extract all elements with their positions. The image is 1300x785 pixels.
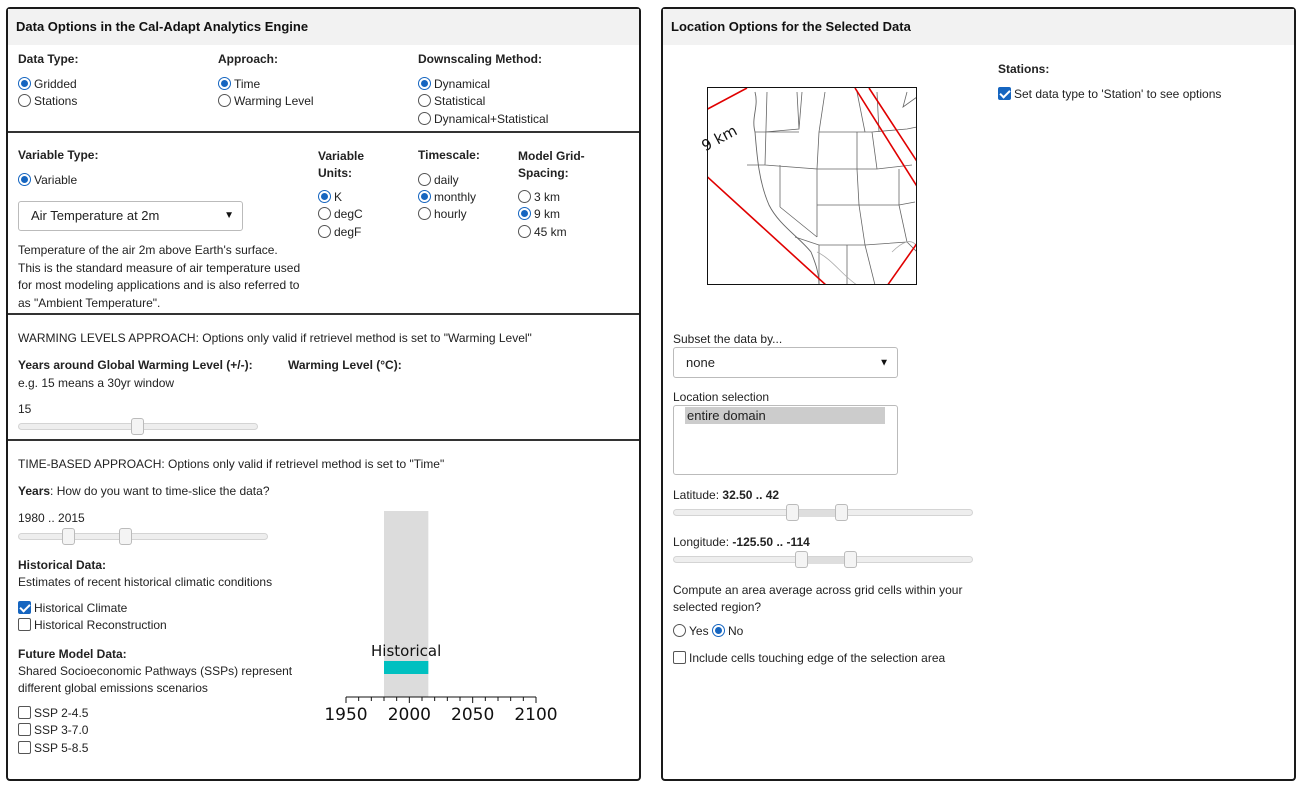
dropdown-arrow-icon: ▼ xyxy=(879,357,889,368)
dropdown-arrow-icon: ▼ xyxy=(224,210,234,221)
time-based-section xyxy=(8,439,639,784)
include-edge-cells-checkbox[interactable]: Include cells touching edge of the selection area xyxy=(673,651,945,665)
checkbox-icon[interactable] xyxy=(18,741,31,754)
checkbox-icon[interactable] xyxy=(18,706,31,719)
historical-reconstruction-checkbox[interactable]: Historical Reconstruction xyxy=(18,618,167,632)
data-type-label: Data Type: xyxy=(18,52,79,66)
historical-climate-checkbox[interactable]: Historical Climate xyxy=(18,601,127,615)
stations-label: Stations: xyxy=(998,62,1050,76)
warming-levels-heading: WARMING LEVELS APPROACH: Options only valid if retrievel method is set to "Warming Level" xyxy=(18,331,532,345)
radio-selected-icon[interactable] xyxy=(418,77,431,90)
checkbox-checked-icon[interactable] xyxy=(998,87,1011,100)
timeline-tick-label: 1950 xyxy=(324,705,368,725)
latitude-slider-high-handle[interactable] xyxy=(835,504,848,521)
historical-data-description: Estimates of recent historical climatic conditions xyxy=(18,575,273,589)
timeline-chart xyxy=(318,511,568,736)
radio-icon[interactable] xyxy=(318,207,331,220)
checkbox-icon[interactable] xyxy=(18,723,31,736)
location-selection-label: Location selection xyxy=(673,390,770,404)
grid-3km-radio[interactable]: 3 km xyxy=(518,190,560,204)
data-type-gridded-radio[interactable]: Gridded xyxy=(18,77,77,91)
approach-label: Approach: xyxy=(218,52,278,66)
checkbox-icon[interactable] xyxy=(673,651,686,664)
variable-units-label: Variable Units: xyxy=(318,149,365,180)
radio-icon[interactable] xyxy=(673,624,686,637)
timeline-bar-label: Historical xyxy=(371,642,442,660)
data-options-title: Data Options in the Cal-Adapt Analytics Engine xyxy=(8,9,639,45)
units-degc-radio[interactable]: degC xyxy=(318,207,363,221)
radio-icon[interactable] xyxy=(518,225,531,238)
timeline-tick-label: 2050 xyxy=(451,705,495,725)
future-model-data-label: Future Model Data: xyxy=(18,647,127,661)
radio-selected-icon[interactable] xyxy=(18,77,31,90)
radio-selected-icon[interactable] xyxy=(318,190,331,203)
longitude-slider-high-handle[interactable] xyxy=(844,551,857,568)
radio-icon[interactable] xyxy=(18,94,31,107)
radio-icon[interactable] xyxy=(218,94,231,107)
time-years-slider-high-handle[interactable] xyxy=(119,528,132,545)
radio-icon[interactable] xyxy=(318,225,331,238)
radio-icon[interactable] xyxy=(418,94,431,107)
warming-level-label: Warming Level (°C): xyxy=(288,358,402,372)
approach-time-radio[interactable]: Time xyxy=(218,77,260,91)
data-options-panel xyxy=(6,7,641,781)
grid-9km-radio[interactable]: 9 km xyxy=(518,207,560,221)
radio-icon[interactable] xyxy=(418,112,431,125)
longitude-slider-low-handle[interactable] xyxy=(795,551,808,568)
location-options-panel xyxy=(661,7,1296,781)
longitude-label: Longitude: -125.50 .. -114 xyxy=(673,535,810,549)
ssp-370-checkbox[interactable]: SSP 3-7.0 xyxy=(18,723,88,737)
historical-data-label: Historical Data: xyxy=(18,558,107,572)
domain-map xyxy=(698,87,919,287)
checkbox-icon[interactable] xyxy=(18,618,31,631)
warming-years-slider-handle[interactable] xyxy=(131,418,144,435)
radio-selected-icon[interactable] xyxy=(18,173,31,186)
timeline-historical-bar xyxy=(384,661,428,674)
radio-icon[interactable] xyxy=(418,173,431,186)
radio-selected-icon[interactable] xyxy=(418,190,431,203)
timeline-tick-label: 2100 xyxy=(514,705,558,725)
map-grid-label: 9 km xyxy=(698,121,741,155)
subset-select[interactable]: none ▼ xyxy=(673,347,898,378)
variable-type-variable-radio[interactable]: Variable xyxy=(18,173,77,187)
downscaling-dynamical-statistical-radio[interactable]: Dynamical+Statistical xyxy=(418,112,548,126)
variable-type-label: Variable Type: xyxy=(18,148,99,162)
grid-spacing-label: Model Grid- Spacing: xyxy=(518,149,585,180)
checkbox-checked-icon[interactable] xyxy=(18,601,31,614)
warming-years-hint: e.g. 15 means a 30yr window xyxy=(18,376,175,390)
variable-select[interactable]: Air Temperature at 2m ▼ xyxy=(18,201,243,231)
downscaling-statistical-radio[interactable]: Statistical xyxy=(418,94,485,108)
time-years-range-value: 1980 .. 2015 xyxy=(18,511,85,525)
units-k-radio[interactable]: K xyxy=(318,190,342,204)
units-degf-radio[interactable]: degF xyxy=(318,225,361,239)
time-based-heading: TIME-BASED APPROACH: Options only valid if retrievel method is set to "Time" xyxy=(18,457,445,471)
area-average-yes-radio[interactable]: Yes xyxy=(673,624,709,638)
warming-levels-section xyxy=(8,313,639,439)
area-average-question: Compute an area average across grid cells within your selected region? xyxy=(673,583,963,614)
ssp-245-checkbox[interactable]: SSP 2-4.5 xyxy=(18,706,88,720)
stations-option-checkbox[interactable]: Set data type to 'Station' to see options xyxy=(998,87,1221,101)
subset-label: Subset the data by... xyxy=(673,332,783,346)
radio-icon[interactable] xyxy=(418,207,431,220)
location-selection-list[interactable] xyxy=(673,405,898,475)
variable-description: Temperature of the air 2m above Earth's surface. This is the standard measure of air temperature used for most modeling applications and is also referred to as "Ambient Temperature". xyxy=(18,243,301,310)
time-years-slider-low-handle[interactable] xyxy=(62,528,75,545)
radio-icon[interactable] xyxy=(518,190,531,203)
radio-selected-icon[interactable] xyxy=(712,624,725,637)
radio-selected-icon[interactable] xyxy=(218,77,231,90)
warming-years-value: 15 xyxy=(18,402,32,416)
ssp-585-checkbox[interactable]: SSP 5-8.5 xyxy=(18,741,88,755)
timescale-label: Timescale: xyxy=(418,148,480,162)
latitude-label: Latitude: 32.50 .. 42 xyxy=(673,488,780,502)
data-type-stations-radio[interactable]: Stations xyxy=(18,94,77,108)
area-average-no-radio[interactable]: No xyxy=(712,624,743,638)
time-years-label: Years: How do you want to time-slice the data? xyxy=(18,484,270,498)
downscaling-label: Downscaling Method: xyxy=(418,52,542,66)
variable-section xyxy=(8,131,639,313)
time-years-slider[interactable] xyxy=(18,533,268,540)
timescale-monthly-radio[interactable]: monthly xyxy=(418,190,476,204)
future-model-desc-line1: Shared Socioeconomic Pathways (SSPs) represent xyxy=(18,664,293,678)
warming-years-label: Years around Global Warming Level (+/-): xyxy=(18,358,253,372)
future-model-desc-line2: different global emissions scenarios xyxy=(18,681,208,695)
map-boundaries xyxy=(702,88,918,286)
approach-warming-level-radio[interactable]: Warming Level xyxy=(218,94,314,108)
grid-45km-radio[interactable]: 45 km xyxy=(518,225,567,239)
radio-selected-icon[interactable] xyxy=(518,207,531,220)
location-option-entire-domain[interactable]: entire domain xyxy=(685,407,885,424)
downscaling-dynamical-radio[interactable]: Dynamical xyxy=(418,77,490,91)
location-options-title: Location Options for the Selected Data xyxy=(663,9,1294,45)
timescale-hourly-radio[interactable]: hourly xyxy=(418,207,467,221)
timescale-daily-radio[interactable]: daily xyxy=(418,173,459,187)
latitude-slider-low-handle[interactable] xyxy=(786,504,799,521)
timeline-tick-label: 2000 xyxy=(387,705,431,725)
